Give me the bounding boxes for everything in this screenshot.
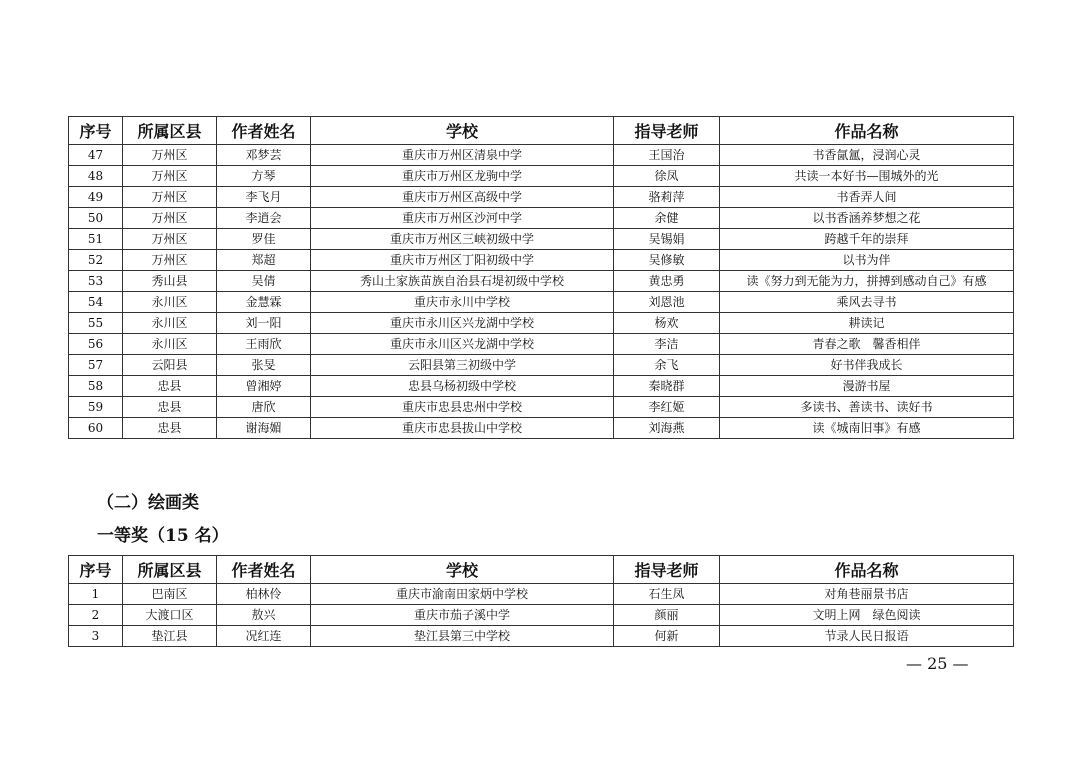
table-row bbox=[69, 271, 1014, 292]
cell-teacher: 黄忠勇 bbox=[614, 271, 720, 292]
cell-serial: 3 bbox=[69, 626, 123, 647]
cell-teacher: 颜丽 bbox=[614, 605, 720, 626]
cell-district: 永川区 bbox=[123, 313, 217, 334]
table-row bbox=[69, 313, 1014, 334]
cell-district: 万州区 bbox=[123, 187, 217, 208]
table-row bbox=[69, 397, 1014, 418]
cell-school: 重庆市渝南田家炳中学校 bbox=[311, 584, 614, 605]
cell-district: 万州区 bbox=[123, 145, 217, 166]
cell-school: 重庆市忠县忠州中学校 bbox=[311, 397, 614, 418]
cell-teacher: 王国治 bbox=[614, 145, 720, 166]
cell-author: 郑超 bbox=[217, 250, 311, 271]
cell-serial: 52 bbox=[69, 250, 123, 271]
table-row bbox=[69, 334, 1014, 355]
table-row bbox=[69, 187, 1014, 208]
cell-author: 况红连 bbox=[217, 626, 311, 647]
cell-school: 重庆市永川中学校 bbox=[311, 292, 614, 313]
cell-author: 吴倩 bbox=[217, 271, 311, 292]
table-row bbox=[69, 605, 1014, 626]
cell-school: 重庆市万州区龙驹中学 bbox=[311, 166, 614, 187]
cell-title: 青春之歌 馨香相伴 bbox=[720, 334, 1014, 355]
works-table-2 bbox=[68, 555, 1014, 647]
cell-title: 以书为伴 bbox=[720, 250, 1014, 271]
table-row bbox=[69, 355, 1014, 376]
cell-author: 柏林伶 bbox=[217, 584, 311, 605]
col-header-serial: 序号 bbox=[69, 117, 123, 145]
cell-title: 多读书、善读书、读好书 bbox=[720, 397, 1014, 418]
table-row bbox=[69, 584, 1014, 605]
cell-author: 金慧霖 bbox=[217, 292, 311, 313]
cell-author: 李逍会 bbox=[217, 208, 311, 229]
cell-school: 重庆市万州区清泉中学 bbox=[311, 145, 614, 166]
cell-district: 忠县 bbox=[123, 397, 217, 418]
cell-author: 李飞月 bbox=[217, 187, 311, 208]
cell-teacher: 骆莉萍 bbox=[614, 187, 720, 208]
cell-title: 读《努力到无能为力，拼搏到感动自己》有感 bbox=[720, 271, 1014, 292]
col-header-teacher: 指导老师 bbox=[614, 117, 720, 145]
cell-author: 邓梦芸 bbox=[217, 145, 311, 166]
cell-teacher: 余飞 bbox=[614, 355, 720, 376]
cell-title: 书香氤氲，浸润心灵 bbox=[720, 145, 1014, 166]
cell-district: 垫江县 bbox=[123, 626, 217, 647]
cell-district: 万州区 bbox=[123, 229, 217, 250]
cell-school: 秀山土家族苗族自治县石堤初级中学校 bbox=[311, 271, 614, 292]
cell-teacher: 徐凤 bbox=[614, 166, 720, 187]
table-row bbox=[69, 250, 1014, 271]
cell-title: 漫游书屋 bbox=[720, 376, 1014, 397]
cell-serial: 48 bbox=[69, 166, 123, 187]
cell-district: 忠县 bbox=[123, 376, 217, 397]
cell-school: 云阳县第三初级中学 bbox=[311, 355, 614, 376]
col-header-teacher: 指导老师 bbox=[614, 556, 720, 584]
table-row bbox=[69, 292, 1014, 313]
cell-title: 耕读记 bbox=[720, 313, 1014, 334]
cell-title: 文明上网 绿色阅读 bbox=[720, 605, 1014, 626]
cell-district: 云阳县 bbox=[123, 355, 217, 376]
cell-teacher: 李洁 bbox=[614, 334, 720, 355]
cell-school: 重庆市永川区兴龙湖中学校 bbox=[311, 334, 614, 355]
cell-serial: 58 bbox=[69, 376, 123, 397]
cell-serial: 53 bbox=[69, 271, 123, 292]
cell-author: 唐欣 bbox=[217, 397, 311, 418]
cell-serial: 54 bbox=[69, 292, 123, 313]
cell-district: 万州区 bbox=[123, 208, 217, 229]
cell-title: 读《城南旧事》有感 bbox=[720, 418, 1014, 439]
cell-serial: 55 bbox=[69, 313, 123, 334]
cell-title: 乘风去寻书 bbox=[720, 292, 1014, 313]
cell-teacher: 杨欢 bbox=[614, 313, 720, 334]
table-row bbox=[69, 166, 1014, 187]
cell-serial: 2 bbox=[69, 605, 123, 626]
cell-serial: 47 bbox=[69, 145, 123, 166]
cell-school: 忠县乌杨初级中学校 bbox=[311, 376, 614, 397]
cell-title: 以书香涵养梦想之花 bbox=[720, 208, 1014, 229]
table-row bbox=[69, 418, 1014, 439]
cell-author: 谢海媚 bbox=[217, 418, 311, 439]
works-table-1 bbox=[68, 116, 1014, 439]
table-row bbox=[69, 376, 1014, 397]
page-number: — 25 — bbox=[906, 654, 969, 673]
cell-school: 重庆市茄子溪中学 bbox=[311, 605, 614, 626]
cell-author: 刘一阳 bbox=[217, 313, 311, 334]
cell-author: 张旻 bbox=[217, 355, 311, 376]
cell-school: 重庆市忠县拔山中学校 bbox=[311, 418, 614, 439]
cell-district: 万州区 bbox=[123, 250, 217, 271]
cell-author: 罗佳 bbox=[217, 229, 311, 250]
cell-serial: 59 bbox=[69, 397, 123, 418]
col-header-district: 所属区县 bbox=[123, 556, 217, 584]
cell-school: 重庆市万州区三峡初级中学 bbox=[311, 229, 614, 250]
cell-teacher: 刘恩池 bbox=[614, 292, 720, 313]
cell-school: 重庆市万州区丁阳初级中学 bbox=[311, 250, 614, 271]
cell-teacher: 李红姬 bbox=[614, 397, 720, 418]
cell-district: 永川区 bbox=[123, 292, 217, 313]
col-header-author: 作者姓名 bbox=[217, 117, 311, 145]
cell-author: 方琴 bbox=[217, 166, 311, 187]
table-header-row bbox=[69, 117, 1014, 145]
cell-teacher: 吴修敏 bbox=[614, 250, 720, 271]
cell-school: 垫江县第三中学校 bbox=[311, 626, 614, 647]
cell-serial: 51 bbox=[69, 229, 123, 250]
cell-serial: 49 bbox=[69, 187, 123, 208]
col-header-school: 学校 bbox=[311, 556, 614, 584]
cell-serial: 56 bbox=[69, 334, 123, 355]
cell-author: 敖兴 bbox=[217, 605, 311, 626]
cell-author: 曾湘婷 bbox=[217, 376, 311, 397]
table-row bbox=[69, 208, 1014, 229]
cell-teacher: 秦晓群 bbox=[614, 376, 720, 397]
cell-school: 重庆市万州区高级中学 bbox=[311, 187, 614, 208]
cell-teacher: 何新 bbox=[614, 626, 720, 647]
cell-district: 秀山县 bbox=[123, 271, 217, 292]
col-header-title: 作品名称 bbox=[720, 117, 1014, 145]
cell-district: 巴南区 bbox=[123, 584, 217, 605]
table-header-row bbox=[69, 556, 1014, 584]
cell-district: 忠县 bbox=[123, 418, 217, 439]
cell-serial: 1 bbox=[69, 584, 123, 605]
cell-title: 好书伴我成长 bbox=[720, 355, 1014, 376]
cell-serial: 60 bbox=[69, 418, 123, 439]
cell-district: 永川区 bbox=[123, 334, 217, 355]
cell-title: 对角巷丽景书店 bbox=[720, 584, 1014, 605]
cell-teacher: 余健 bbox=[614, 208, 720, 229]
award-heading: 一等奖（15 名） bbox=[97, 526, 229, 546]
table-row bbox=[69, 626, 1014, 647]
cell-district: 大渡口区 bbox=[123, 605, 217, 626]
cell-title: 节录人民日报语 bbox=[720, 626, 1014, 647]
col-header-author: 作者姓名 bbox=[217, 556, 311, 584]
col-header-serial: 序号 bbox=[69, 556, 123, 584]
cell-school: 重庆市永川区兴龙湖中学校 bbox=[311, 313, 614, 334]
cell-school: 重庆市万州区沙河中学 bbox=[311, 208, 614, 229]
cell-title: 跨越千年的崇拜 bbox=[720, 229, 1014, 250]
cell-serial: 57 bbox=[69, 355, 123, 376]
cell-district: 万州区 bbox=[123, 166, 217, 187]
col-header-title: 作品名称 bbox=[720, 556, 1014, 584]
cell-teacher: 吴锡娟 bbox=[614, 229, 720, 250]
cell-title: 书香弄人间 bbox=[720, 187, 1014, 208]
table-row bbox=[69, 229, 1014, 250]
cell-teacher: 石生凤 bbox=[614, 584, 720, 605]
col-header-district: 所属区县 bbox=[123, 117, 217, 145]
col-header-school: 学校 bbox=[311, 117, 614, 145]
section-heading: （二）绘画类 bbox=[97, 493, 199, 513]
cell-serial: 50 bbox=[69, 208, 123, 229]
table-row bbox=[69, 145, 1014, 166]
cell-author: 王雨欣 bbox=[217, 334, 311, 355]
cell-teacher: 刘海燕 bbox=[614, 418, 720, 439]
cell-title: 共读一本好书—围城外的光 bbox=[720, 166, 1014, 187]
